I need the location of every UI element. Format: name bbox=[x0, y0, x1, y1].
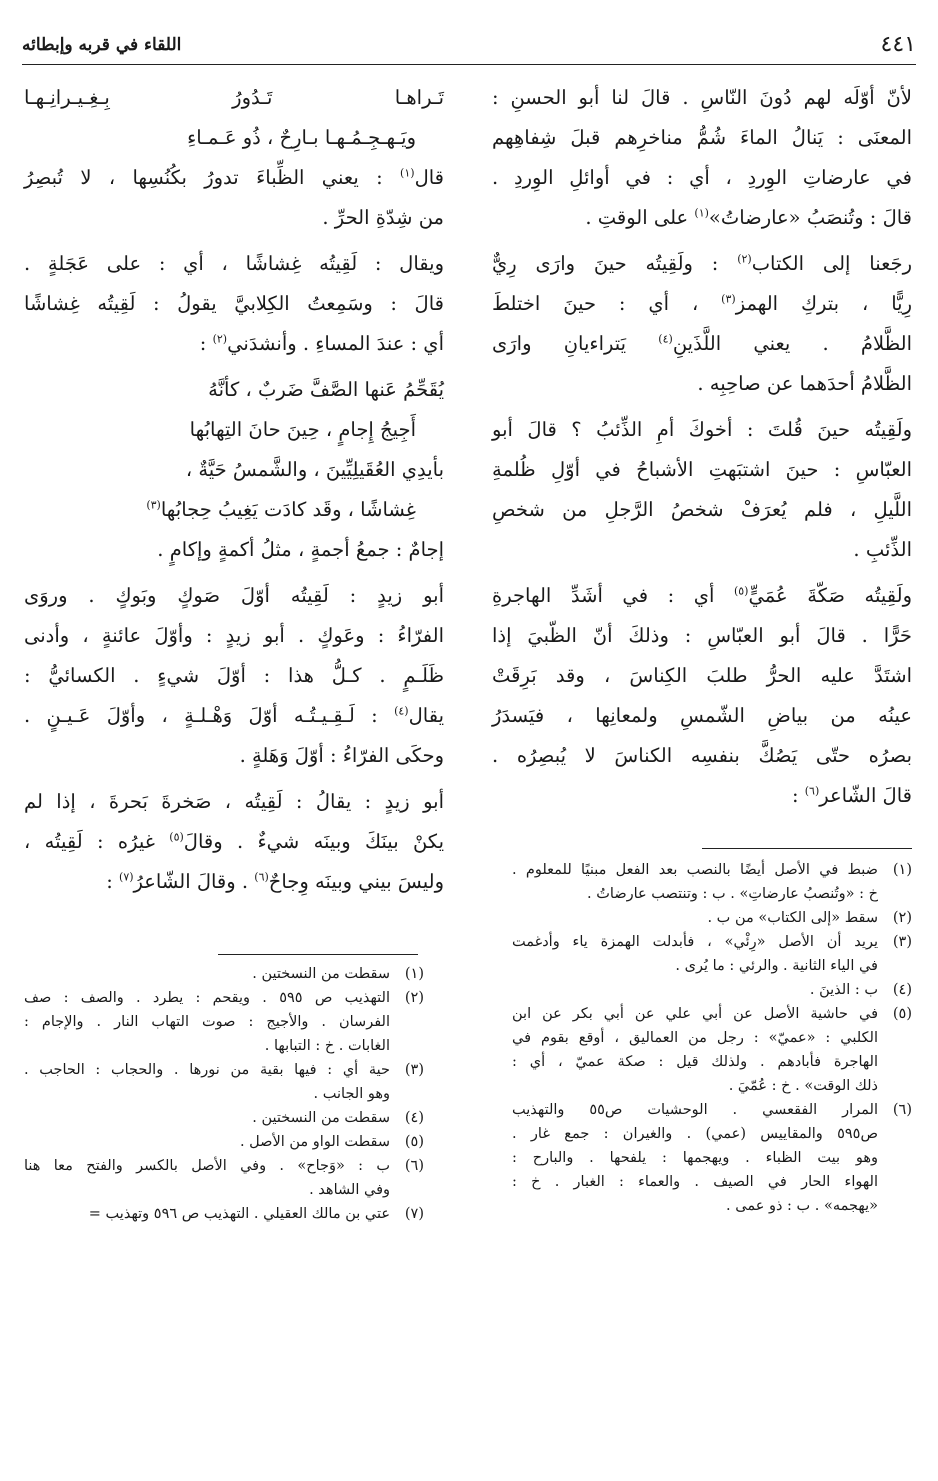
text-line: عينُه من بياضِ الشّمسِ ولمعانِها ، فيَسدَرُ bbox=[492, 704, 912, 727]
page-number: ٤٤١ bbox=[880, 32, 916, 57]
verse-line: تَـراهـا تَـدُورُ بِـغِـيـرانِـهـا bbox=[24, 86, 444, 109]
text-line: وحكَى الفرّاءُ : أوّلَ وَهَلةٍ . bbox=[239, 744, 444, 767]
footnote-marker: (١) bbox=[400, 166, 415, 180]
footnote bbox=[24, 1130, 424, 1154]
footnote-marker: (٣) bbox=[721, 292, 736, 306]
footnote-line: في الياء الثانية . والرئي : ما يُرى . bbox=[675, 958, 878, 974]
footnote bbox=[24, 1058, 424, 1106]
footnote bbox=[24, 986, 424, 1058]
footnote bbox=[512, 858, 912, 906]
footnote-text bbox=[24, 1202, 390, 1226]
paragraph bbox=[492, 78, 912, 238]
footnote bbox=[512, 906, 912, 930]
text-span: يكنْ بينَكَ وبينَه شيءٌ . وقالَ bbox=[183, 830, 444, 853]
footnote-text bbox=[512, 858, 878, 906]
footnote-number: (٢) bbox=[892, 910, 912, 926]
text-line bbox=[24, 324, 444, 364]
text-span: : bbox=[106, 870, 120, 893]
text-span: يَتراءيانِ وارَى bbox=[492, 332, 659, 355]
footnote-line: في حاشية الأصل عن أبي علي عن أبي بكر عن ابن bbox=[512, 1006, 878, 1022]
footnote-line: ب : الذينَ . bbox=[809, 982, 878, 998]
footnote-line: ب : «وَجاح» . وفي الأصل بالكسر والفتح معا هنا bbox=[24, 1158, 390, 1174]
text-line bbox=[24, 696, 444, 736]
text-span: قالَ : وتُنصَبُ «عارضاتُ» bbox=[708, 206, 912, 229]
footnote-number: (٢) bbox=[404, 990, 424, 1006]
footnote-line: الفرسان . والأجيج : صوت التهاب النار . والإجام : bbox=[24, 1014, 390, 1030]
text-line: اللَّيلِ ، فلم يُعرَفْ شخصُ الرَّجلِ من شخصِ bbox=[492, 498, 912, 521]
text-line bbox=[24, 822, 444, 862]
footnote-line: سقط «إلى الكتاب» من ب . bbox=[707, 910, 878, 926]
footnote bbox=[512, 978, 912, 1002]
footnote bbox=[512, 930, 912, 978]
text-span: قالَ الشّاعر bbox=[819, 784, 912, 807]
paragraph bbox=[492, 576, 912, 816]
text-line bbox=[492, 324, 912, 364]
text-span: أي : في أشَدِّ الهاجرةِ bbox=[492, 584, 734, 607]
footnote-marker: (٧) bbox=[119, 870, 134, 884]
footnotes-left bbox=[24, 962, 424, 1226]
footnote-line: خ : «وتُنصبُ عارضاتِ» . ب : وتنتصب عارضاتُ . bbox=[587, 886, 878, 902]
footnote-text bbox=[512, 1098, 878, 1218]
text-line bbox=[492, 198, 912, 238]
paragraph bbox=[24, 158, 444, 238]
paragraph bbox=[24, 782, 444, 902]
footnote bbox=[24, 962, 424, 986]
text-line: من شِدّةِ الحرِّ . bbox=[322, 206, 444, 229]
footnote-number: (٥) bbox=[404, 1134, 424, 1150]
text-span: على الوقتِ . bbox=[585, 206, 695, 229]
footnote-marker: (٢) bbox=[212, 332, 228, 346]
footnote-text bbox=[512, 930, 878, 978]
text-line: ويقال : لَقِيتُه غِشاشًا ، أي : على عَجَلةٍ . bbox=[24, 252, 444, 275]
paragraph bbox=[492, 244, 912, 404]
text-span: . وقالَ الشّاعرُ bbox=[133, 870, 255, 893]
footnote-line: سقطت من النسختين . bbox=[252, 1110, 390, 1126]
footnote-number: (٦) bbox=[892, 1102, 912, 1118]
footnote-line: عتي بن مالك العقيلي . التهذيب ص ٥٩٦ وتهذيب = bbox=[88, 1206, 390, 1222]
text-span: وليسَ بيني وبينَه وِجاحٌ bbox=[268, 870, 444, 893]
verse bbox=[24, 78, 444, 158]
text-span: ولَقِيتُه صَكّةَ عُمَيٍّ bbox=[748, 584, 912, 607]
left-column bbox=[24, 78, 444, 908]
verse-line: بأيدِي العُقَيلِيِّينَ ، والشَّمسُ حَيَّةٌ ، bbox=[185, 458, 444, 481]
footnote-line: وهو الجانب . bbox=[313, 1086, 390, 1102]
text-span: غيرُه : لَقِيتُه ، bbox=[24, 830, 170, 853]
text-span: أي : عندَ المساءِ . وأنشدَني bbox=[227, 332, 444, 355]
footnote bbox=[512, 1098, 912, 1218]
footnote-line: يريد أن الأصل «رِئْي» ، فأبدلت الهمزة ياء وأدغمت bbox=[512, 934, 878, 950]
text-line bbox=[492, 576, 912, 616]
text-span: رِيًّا ، بتركِ الهمز bbox=[735, 292, 913, 315]
text-span: : لَـقِـيـتُـه أوّلَ وَهْـلـةٍ ، وأوّلَ عَـيـنٍ . bbox=[24, 704, 395, 727]
footnote-text bbox=[24, 986, 390, 1058]
footnote-number: (٤) bbox=[404, 1110, 424, 1126]
running-title: اللقاء في قربه وإبطائه bbox=[22, 35, 182, 55]
footnote bbox=[512, 1002, 912, 1098]
verse-line: أَجِيجُ إِجامٍ ، حِينَ حانَ التِهابُها bbox=[189, 418, 416, 441]
footnote-marker: (٢) bbox=[737, 252, 752, 266]
footnote-marker: (٣) bbox=[146, 498, 161, 512]
footnote-marker: (٤) bbox=[394, 704, 409, 718]
footnote-number: (١) bbox=[404, 966, 424, 982]
text-line: قالَ : وسَمِعتُ الكِلابيَّ يقولُ : لَقِيتُه غِشاشًا bbox=[24, 292, 444, 315]
footnote-number: (٣) bbox=[892, 934, 912, 950]
footnote-text bbox=[512, 1002, 878, 1098]
footnote-text bbox=[24, 1106, 390, 1130]
footnote-line: ذلك الوقت» . خ : عُمّيَ . bbox=[728, 1078, 878, 1094]
text-span: الظَّلامُ . يعني اللَّذَينِ bbox=[672, 332, 913, 355]
text-line: لأنّ أوّلَه لهم دُونَ النّاسِ . قالَ لنا أبو الحسنِ : bbox=[492, 86, 912, 109]
text-line bbox=[24, 862, 444, 902]
footnote-number: (٧) bbox=[404, 1206, 424, 1222]
text-span: : bbox=[199, 332, 213, 355]
footnote-marker: (٥) bbox=[733, 584, 749, 598]
footnote-text bbox=[512, 978, 878, 1002]
footnote-text bbox=[24, 1058, 390, 1106]
text-line bbox=[492, 776, 912, 816]
text-line bbox=[492, 284, 912, 324]
footnote-line: سقطت من النسختين . bbox=[252, 966, 390, 982]
text-line: ظَلَـمٍ . كـلُّ هذا : أوّلَ شيءٍ . الكسائيُّ : bbox=[24, 664, 444, 687]
text-span: رجَعنا إلى الكتاب bbox=[751, 252, 913, 275]
footnote-marker: (٦) bbox=[254, 870, 269, 884]
footnote-line: التهذيب ص ٥٩٥ . ويقحم : يطرد . والصف : صف bbox=[24, 990, 390, 1006]
right-column bbox=[492, 78, 912, 822]
footnote-number: (٥) bbox=[892, 1006, 912, 1022]
footnote-line: سقطت الواو من الأصل . bbox=[239, 1134, 390, 1150]
footnote bbox=[24, 1154, 424, 1202]
text-span: ، أي : حينَ اختلطَ bbox=[492, 292, 722, 315]
text-line: أبو زيدٍ : لَقِيتُه أوّلَ صَوكٍ وبَوكٍ . وروَى bbox=[24, 584, 444, 607]
text-line: ولَقِيتُه حينَ قُلتَ : أخوكَ أمِ الذِّئبُ ؟ قالَ أبو bbox=[492, 418, 912, 441]
footnote-line: الهاجرة فأبادهم . ولذلك قيل : صكة عميّ ، أي : bbox=[512, 1054, 878, 1070]
footnote-line: المرار الفقعسي . الوحشيات ص٥٥ والتهذيب bbox=[512, 1102, 878, 1118]
footnote-line: وفي الشاهد . bbox=[309, 1182, 390, 1198]
text-span: يقال bbox=[408, 704, 444, 727]
paragraph bbox=[492, 410, 912, 570]
footnotes-right bbox=[512, 858, 912, 1218]
text-span: : ولَقِيتُه حينَ وارَى رِيٌّ bbox=[492, 252, 738, 275]
text-line: إجامٌ : جمعُ أجمةٍ ، مثلُ أكمةٍ وإكامٍ . bbox=[157, 538, 444, 561]
paragraph bbox=[24, 244, 444, 364]
text-line: في عارضاتِ الوِردِ ، أي : في أوائلِ الوِردِ . bbox=[492, 166, 912, 189]
text-span: غِشاشًا ، وقَد كادَت يَغِيبُ حِجابُها bbox=[160, 498, 416, 521]
footnote-marker: (٦) bbox=[804, 784, 820, 798]
footnote-rule bbox=[218, 954, 418, 955]
text-line: العبّاسِ : حينَ اشتبَهتِ الأشباحُ في أوّلِ ظُلمةِ bbox=[492, 458, 912, 481]
footnote-number: (٦) bbox=[404, 1158, 424, 1174]
text-line: الفرّاءُ : وعَوكٍ . أبو زيدٍ : وأوّلَ عائنةٍ ، وأدنى bbox=[24, 624, 444, 647]
footnote-text bbox=[512, 906, 878, 930]
text-line bbox=[492, 244, 912, 284]
footnote-line: الهواء الحار في الصيف . والعماء : الغبار . خ : bbox=[512, 1174, 878, 1190]
text-line: الظَّلامُ أحدَهما عن صاحِبِه . bbox=[697, 372, 912, 395]
running-header bbox=[22, 30, 916, 64]
text-line: بصرُه حتّى يَصُكَّ بنفسِه الكناسَ لا يُبصِرُه . bbox=[492, 744, 912, 767]
footnote bbox=[24, 1106, 424, 1130]
text-line: الذِّئبِ . bbox=[853, 538, 912, 561]
footnote-text bbox=[24, 1154, 390, 1202]
footnote-line: الكلبي : «عميّ» : رجل من العماليق ، أوقع بقوم في bbox=[512, 1030, 878, 1046]
verse-line: ويَـهـجِـمُـهـا بـارِحٌ ، ذُو عَـمـاءِ bbox=[187, 126, 416, 149]
footnote-line: الغابات . خ : التبابها . bbox=[264, 1038, 390, 1054]
footnote-line: وهو بيت الظباء . ويهجمها : يلفحها . والبارح : bbox=[512, 1150, 878, 1166]
text-line: أبو زيدٍ : يقالُ : لَقِيتُه ، صَخرةَ بَحرةَ ، إذا لم bbox=[24, 790, 444, 813]
footnote bbox=[24, 1202, 424, 1226]
footnote-rule bbox=[702, 848, 912, 849]
text-span: : bbox=[791, 784, 805, 807]
footnote-line: ضبط في الأصل أيضًا بالنصب بعد الفعل مبنيًا للمعلوم . bbox=[512, 862, 878, 878]
text-span: قال bbox=[414, 166, 444, 189]
verse-line: يُقَحِّمُ عَنها الصَّفَّ ضَربٌ ، كأنَّهُ bbox=[208, 378, 444, 401]
footnote-number: (١) bbox=[892, 862, 912, 878]
footnote-text bbox=[24, 962, 390, 986]
header-rule bbox=[22, 64, 916, 65]
text-line bbox=[24, 158, 444, 198]
text-span: : يعني الظِّباءَ تدورُ بكُنُسِها ، لا تُبصِرُ bbox=[24, 166, 401, 189]
text-line: حَرًّا . قالَ أبو العبّاسِ : وذلكَ أنّ الظّبيَ إذا bbox=[492, 624, 912, 647]
footnote-line: ص٥٩٥ والمقاييس (عمي) . والغيران : جمع غار . bbox=[512, 1126, 878, 1142]
footnote-line: «يهجمه» . ب : ذو عمى . bbox=[726, 1198, 878, 1214]
paragraph bbox=[24, 530, 444, 570]
paragraph bbox=[24, 576, 444, 776]
footnote-line: حية أي : فيها بقية من نورها . والحجاب : الحاجب . bbox=[24, 1062, 390, 1078]
footnote-number: (٤) bbox=[892, 982, 912, 998]
footnote-text bbox=[24, 1130, 390, 1154]
footnote-number: (٣) bbox=[404, 1062, 424, 1078]
text-line: المعنَى : يَنالُ الماءَ شُمُّ مناخرِهم قبلَ شِفاهِهم bbox=[492, 126, 912, 149]
footnote-marker: (٥) bbox=[169, 830, 184, 844]
verse bbox=[24, 370, 444, 530]
verse-line bbox=[24, 490, 444, 530]
footnote-marker: (١) bbox=[694, 206, 709, 220]
text-line: اشتَدَّ عليه الحرُّ طلبَ الكِناسَ ، وقد بَرِقَتْ bbox=[492, 664, 912, 687]
footnote-marker: (٤) bbox=[658, 332, 673, 346]
